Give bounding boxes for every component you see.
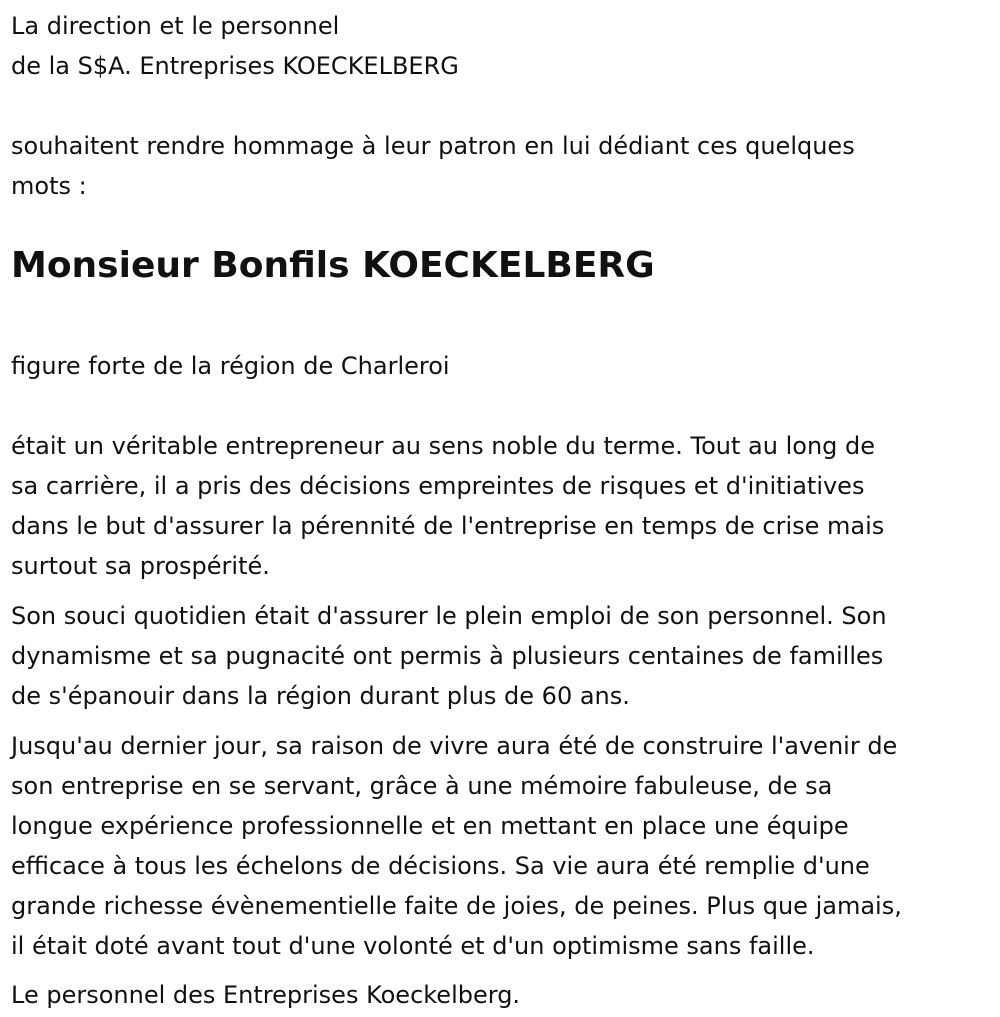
intro-block: [11, 6, 989, 86]
paragraph-career: [11, 426, 989, 586]
intro-line: de la S$A. Entreprises KOECKELBERG: [11, 52, 459, 80]
paragraph-line: Jusqu'au dernier jour, sa raison de vivre aura été de construire l'avenir de: [11, 732, 898, 760]
paragraph-line: dans le but d'assurer la pérennité de l'entreprise en temps de crise mais: [11, 512, 885, 540]
paragraph-line: était un véritable entrepreneur au sens noble du terme. Tout au long de: [11, 432, 876, 460]
subtitle: figure forte de la région de Charleroi: [11, 352, 450, 380]
tribute-block: [11, 126, 989, 206]
paragraph-line: longue expérience professionnelle et en mettant en place une équipe: [11, 812, 849, 840]
paragraph-line: sa carrière, il a pris des décisions empreintes de risques et d'initiatives: [11, 472, 865, 500]
paragraph-line: efficace à tous les échelons de décisions. Sa vie aura été remplie d'une: [11, 852, 870, 880]
paragraph-line: grande richesse évènementielle faite de joies, de peines. Plus que jamais,: [11, 892, 902, 920]
paragraph-line: Son souci quotidien était d'assurer le plein emploi de son personnel. Son: [11, 602, 887, 630]
intro-line: La direction et le personnel: [11, 12, 340, 40]
paragraph-line: dynamisme et sa pugnacité ont permis à plusieurs centaines de familles: [11, 642, 884, 670]
signature: Le personnel des Entreprises Koeckelberg.: [11, 981, 521, 1009]
deceased-name: Monsieur Bonfils KOECKELBERG: [11, 245, 655, 286]
tribute-line: mots :: [11, 172, 87, 200]
paragraph-line: son entreprise en se servant, grâce à une mémoire fabuleuse, de sa: [11, 772, 833, 800]
tribute-line: souhaitent rendre hommage à leur patron en lui dédiant ces quelques: [11, 132, 855, 160]
paragraph-line: il était doté avant tout d'une volonté et d'un optimisme sans faille.: [11, 932, 815, 960]
paragraph-line: de s'épanouir dans la région durant plus de 60 ans.: [11, 682, 630, 710]
paragraph-employment: [11, 596, 989, 716]
paragraph-line: surtout sa prospérité.: [11, 552, 270, 580]
paragraph-legacy: [11, 726, 989, 966]
